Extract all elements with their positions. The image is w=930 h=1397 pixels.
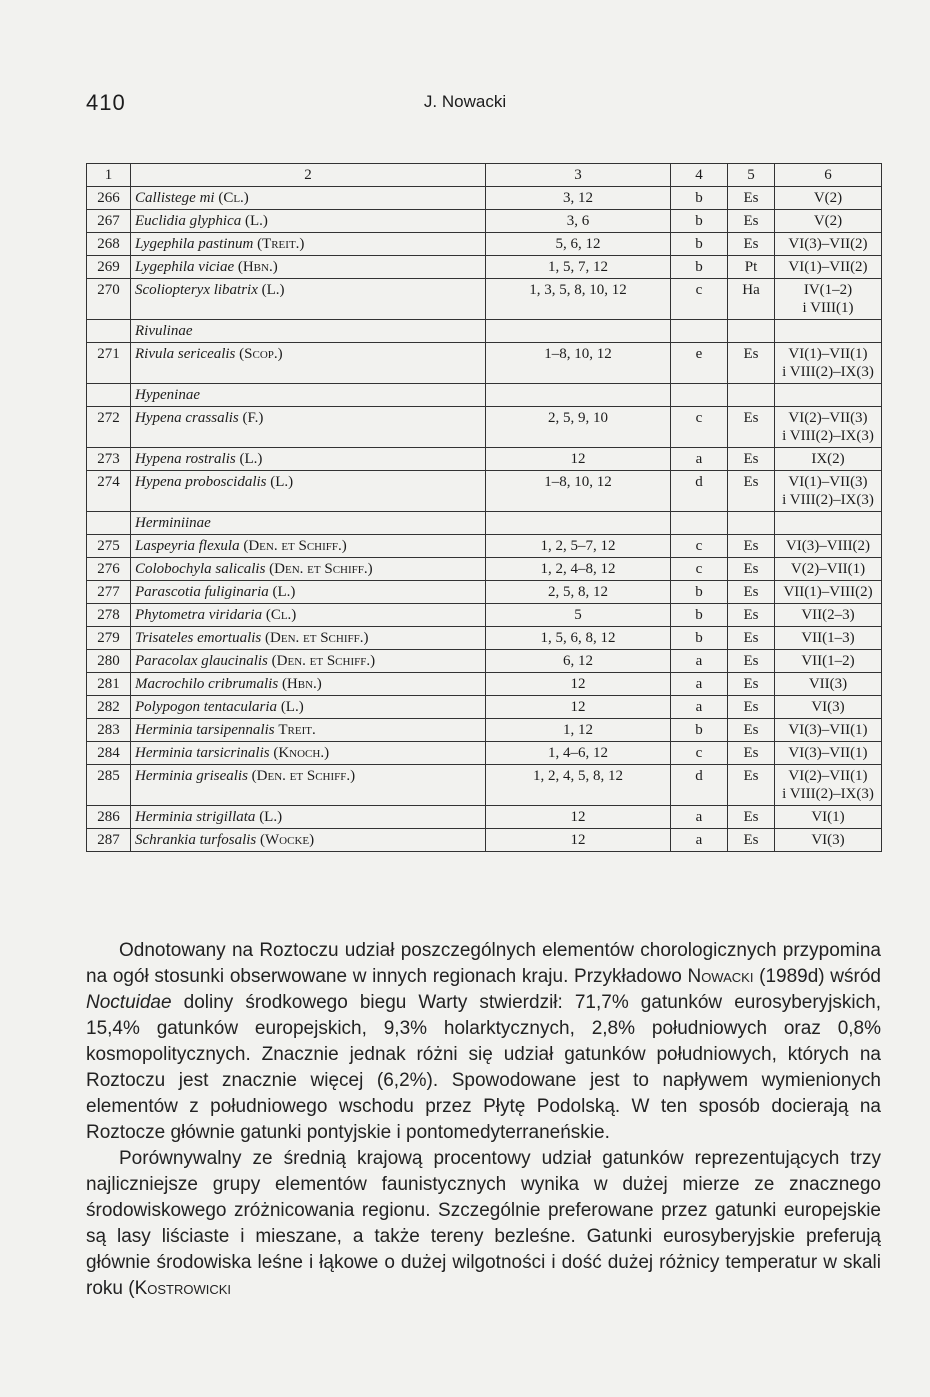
months-cell: 12	[486, 448, 671, 471]
phenology-main: VI(2)–VII(1)	[788, 768, 868, 784]
months-cell: 1, 5, 6, 8, 12	[486, 627, 671, 650]
months-cell: 5	[486, 604, 671, 627]
species-cell	[131, 471, 486, 512]
category-cell: a	[671, 673, 728, 696]
element-cell: Es	[728, 558, 775, 581]
species-cell	[131, 765, 486, 806]
phenology-main: VI(1)–VII(2)	[788, 259, 868, 275]
phenology-cell	[775, 535, 882, 558]
species-name: Euclidia glyphica	[135, 213, 242, 229]
species-author: (Den. et Schiff.)	[269, 561, 373, 577]
phenology-cell	[775, 558, 882, 581]
subfamily-row	[87, 320, 882, 343]
cell	[775, 320, 882, 343]
species-cell	[131, 256, 486, 279]
species-name: Lygephila pastinum	[135, 236, 254, 252]
months-cell: 3, 6	[486, 210, 671, 233]
table-row	[87, 581, 882, 604]
category-cell: b	[671, 187, 728, 210]
species-author: (Wocke)	[260, 832, 315, 848]
phenology-main: IV(1–2)	[803, 282, 853, 298]
species-name: Scoliopteryx libatrix	[135, 282, 258, 298]
element-cell: Es	[728, 829, 775, 852]
phenology-main: VI(3)–VIII(2)	[785, 538, 871, 554]
phenology-main: VII(3)	[808, 676, 848, 692]
paragraph	[86, 1146, 881, 1302]
category-cell: d	[671, 471, 728, 512]
phenology-main: V(2)	[813, 190, 843, 206]
species-author: (L.)	[280, 699, 304, 715]
phenology-extra: i VIII(2)–IX(3)	[782, 492, 874, 508]
category-cell: b	[671, 604, 728, 627]
column-header: 2	[131, 164, 486, 187]
cell	[671, 512, 728, 535]
table-row	[87, 765, 882, 806]
category-cell: c	[671, 742, 728, 765]
species-number: 277	[87, 581, 131, 604]
months-cell: 12	[486, 673, 671, 696]
table-row	[87, 673, 882, 696]
category-cell: a	[671, 696, 728, 719]
species-number: 282	[87, 696, 131, 719]
species-name: Herminia grisealis	[135, 768, 248, 784]
phenology-cell	[775, 673, 882, 696]
element-cell: Es	[728, 187, 775, 210]
species-cell	[131, 343, 486, 384]
cell	[486, 512, 671, 535]
months-cell: 12	[486, 829, 671, 852]
phenology-extra: i VIII(1)	[802, 300, 854, 316]
cell	[728, 512, 775, 535]
species-number: 273	[87, 448, 131, 471]
phenology-main: VI(1)–VII(3)	[788, 474, 868, 490]
species-cell	[131, 627, 486, 650]
phenology-main: VII(1–2)	[801, 653, 855, 669]
species-author: Treit.	[278, 722, 316, 738]
species-name: Herminia tarsicrinalis	[135, 745, 270, 761]
species-name: Callistege mi	[135, 190, 215, 206]
species-name: Macrochilo cribrumalis	[135, 676, 279, 692]
months-cell: 2, 5, 8, 12	[486, 581, 671, 604]
category-cell: b	[671, 581, 728, 604]
phenology-main: VI(3)	[811, 699, 845, 715]
species-author: (L.)	[270, 474, 294, 490]
cell	[728, 384, 775, 407]
phenology-cell	[775, 627, 882, 650]
table-row	[87, 210, 882, 233]
phenology-cell	[775, 806, 882, 829]
species-cell	[131, 696, 486, 719]
element-cell: Es	[728, 650, 775, 673]
phenology-cell	[775, 448, 882, 471]
phenology-cell	[775, 829, 882, 852]
phenology-cell	[775, 696, 882, 719]
table-row	[87, 558, 882, 581]
species-cell	[131, 581, 486, 604]
phenology-cell	[775, 650, 882, 673]
table-row	[87, 448, 882, 471]
table-row	[87, 696, 882, 719]
species-cell	[131, 210, 486, 233]
element-cell: Es	[728, 471, 775, 512]
months-cell: 1, 12	[486, 719, 671, 742]
element-cell: Es	[728, 343, 775, 384]
cell	[87, 512, 131, 535]
column-header: 5	[728, 164, 775, 187]
phenology-main: VI(3)	[811, 832, 845, 848]
species-name: Herminia strigillata	[135, 809, 256, 825]
column-header: 6	[775, 164, 882, 187]
species-cell	[131, 407, 486, 448]
phenology-cell	[775, 471, 882, 512]
element-cell: Es	[728, 765, 775, 806]
species-name: Rivula sericealis	[135, 346, 236, 362]
element-cell: Ha	[728, 279, 775, 320]
species-name: Paracolax glaucinalis	[135, 653, 268, 669]
category-cell: c	[671, 279, 728, 320]
months-cell: 1, 2, 4, 5, 8, 12	[486, 765, 671, 806]
species-author: (L.)	[272, 584, 296, 600]
phenology-cell	[775, 742, 882, 765]
species-cell	[131, 604, 486, 627]
months-cell: 1, 2, 5–7, 12	[486, 535, 671, 558]
cell	[87, 384, 131, 407]
phenology-main: VI(3)–VII(1)	[788, 722, 868, 738]
phenology-cell	[775, 343, 882, 384]
months-cell: 3, 12	[486, 187, 671, 210]
text-run: Porównywalny ze średnią krajową procentowy udział gatunków reprezentujących trzy najliczniejsze grupy elementów faunistycznych wynika w dużej mierze ze znacznego środowiskowego zróżnicowania regionu. Szczególnie preferowane przez gatunki europejskie są lasy liściaste i mieszane, a także tereny bezleśne. Gatunki eurosyberyjskie preferują głównie środowiska leśne i łąkowe o dużej wilgotności i dość dużej różnicy temperatur w skali roku (	[86, 1148, 881, 1299]
species-number: 274	[87, 471, 131, 512]
species-cell	[131, 806, 486, 829]
text-run: doliny środkowego biegu Warty stwierdził: 71,7% gatunków eurosyberyjskich, 15,4% gatunków europejskich, 9,3% holarktycznych, 2,8% południowych oraz 0,8% kosmopolitycznych. Znacznie jednak różni się udział gatunków południowych, których na Roztoczu jest znacznie więcej (6,2%). Spowodowane jest to napływem wymienionych elementów z południowego wschodu przez Płytę Podolską. W ten sposób docierają na Roztocze głównie gatunki pontyjskie i pontomedyterraneńskie.	[86, 992, 881, 1143]
species-number: 283	[87, 719, 131, 742]
author-name: Nowacki	[687, 966, 754, 987]
months-cell: 2, 5, 9, 10	[486, 407, 671, 448]
phenology-main: VII(1–3)	[801, 630, 855, 646]
table-row	[87, 233, 882, 256]
months-cell: 12	[486, 806, 671, 829]
species-number: 270	[87, 279, 131, 320]
element-cell: Es	[728, 604, 775, 627]
phenology-cell	[775, 604, 882, 627]
phenology-main: V(2)	[813, 213, 843, 229]
species-cell	[131, 233, 486, 256]
species-number: 281	[87, 673, 131, 696]
species-name: Lygephila viciae	[135, 259, 235, 275]
species-cell	[131, 673, 486, 696]
months-cell: 1–8, 10, 12	[486, 343, 671, 384]
text-run: (1989d) wśród	[753, 966, 881, 987]
category-cell: c	[671, 535, 728, 558]
phenology-cell	[775, 719, 882, 742]
paragraph	[86, 938, 881, 1146]
element-cell: Pt	[728, 256, 775, 279]
phenology-main: VI(1)–VII(1)	[788, 346, 868, 362]
species-name: Laspeyria flexula	[135, 538, 240, 554]
phenology-cell	[775, 581, 882, 604]
table-row	[87, 471, 882, 512]
phenology-cell	[775, 279, 882, 320]
months-cell: 1–8, 10, 12	[486, 471, 671, 512]
species-name: Hypena rostralis	[135, 451, 236, 467]
table-row	[87, 256, 882, 279]
phenology-cell	[775, 765, 882, 806]
category-cell: a	[671, 806, 728, 829]
category-cell: b	[671, 256, 728, 279]
cell	[87, 320, 131, 343]
phenology-cell	[775, 233, 882, 256]
element-cell: Es	[728, 407, 775, 448]
element-cell: Es	[728, 233, 775, 256]
months-cell: 6, 12	[486, 650, 671, 673]
species-number: 279	[87, 627, 131, 650]
text-run: Odnotowany na Roztoczu udział poszczególnych elementów chorologicznych przypomina na ogół stosunki obserwowane w innych regionach kraju. Przykładowo	[86, 940, 881, 987]
phenology-cell	[775, 210, 882, 233]
species-number: 271	[87, 343, 131, 384]
species-name: Polypogon tentacularia	[135, 699, 278, 715]
species-author: (Cl.)	[265, 607, 297, 623]
phenology-main: VI(3)–VII(1)	[788, 745, 868, 761]
column-header: 1	[87, 164, 131, 187]
phenology-extra: i VIII(2)–IX(3)	[782, 364, 874, 380]
category-cell: b	[671, 627, 728, 650]
element-cell: Es	[728, 719, 775, 742]
species-author: (Hbn.)	[281, 676, 322, 692]
species-name: Colobochyla salicalis	[135, 561, 266, 577]
table-row	[87, 535, 882, 558]
author-name: Kostrowicki	[134, 1278, 232, 1299]
species-author: (Cl.)	[218, 190, 249, 206]
species-author: (Treit.)	[257, 236, 305, 252]
element-cell: Es	[728, 210, 775, 233]
category-cell: b	[671, 233, 728, 256]
species-cell	[131, 187, 486, 210]
phenology-extra: i VIII(2)–IX(3)	[782, 786, 874, 802]
category-cell: b	[671, 719, 728, 742]
months-cell: 1, 4–6, 12	[486, 742, 671, 765]
species-author: (L.)	[261, 282, 285, 298]
subfamily-row	[87, 384, 882, 407]
phenology-cell	[775, 407, 882, 448]
table-row	[87, 742, 882, 765]
table-row	[87, 279, 882, 320]
phenology-main: VI(2)–VII(3)	[788, 410, 868, 426]
species-name: Hypena crassalis	[135, 410, 239, 426]
species-number: 268	[87, 233, 131, 256]
category-cell: c	[671, 407, 728, 448]
category-cell: b	[671, 210, 728, 233]
table-row	[87, 343, 882, 384]
species-cell	[131, 829, 486, 852]
phenology-main: IX(2)	[811, 451, 845, 467]
species-number: 266	[87, 187, 131, 210]
species-author: (L.)	[259, 809, 283, 825]
species-cell	[131, 650, 486, 673]
table-header-row	[87, 164, 882, 187]
species-cell	[131, 535, 486, 558]
table-row	[87, 627, 882, 650]
species-cell	[131, 279, 486, 320]
species-number: 267	[87, 210, 131, 233]
species-cell	[131, 558, 486, 581]
element-cell: Es	[728, 581, 775, 604]
phenology-main: VI(3)–VII(2)	[788, 236, 868, 252]
months-cell: 1, 3, 5, 8, 10, 12	[486, 279, 671, 320]
category-cell: c	[671, 558, 728, 581]
table-row	[87, 407, 882, 448]
species-author: (Hbn.)	[237, 259, 278, 275]
species-cell	[131, 742, 486, 765]
species-name: Trisateles emortualis	[135, 630, 262, 646]
months-cell: 1, 2, 4–8, 12	[486, 558, 671, 581]
table-row	[87, 806, 882, 829]
phenology-cell	[775, 187, 882, 210]
species-author: (L.)	[244, 213, 268, 229]
species-cell	[131, 448, 486, 471]
phenology-extra: i VIII(2)–IX(3)	[782, 428, 874, 444]
cell	[775, 512, 882, 535]
column-header: 3	[486, 164, 671, 187]
element-cell: Es	[728, 627, 775, 650]
subfamily-label: Rivulinae	[131, 320, 486, 343]
subfamily-label: Hypeninae	[131, 384, 486, 407]
running-head: J. Nowacki	[423, 92, 507, 111]
phenology-cell	[775, 256, 882, 279]
cell	[775, 384, 882, 407]
category-cell: a	[671, 829, 728, 852]
species-name: Schrankia turfosalis	[135, 832, 257, 848]
species-name: Hypena proboscidalis	[135, 474, 267, 490]
category-cell: a	[671, 448, 728, 471]
months-cell: 12	[486, 696, 671, 719]
element-cell: Es	[728, 448, 775, 471]
table-row	[87, 829, 882, 852]
page-number: 410	[86, 90, 126, 115]
species-number: 287	[87, 829, 131, 852]
species-author: (Knoch.)	[273, 745, 330, 761]
phenology-main: VII(2–3)	[801, 607, 855, 623]
species-cell	[131, 719, 486, 742]
species-number: 280	[87, 650, 131, 673]
body-text	[86, 938, 881, 1302]
subfamily-row	[87, 512, 882, 535]
subfamily-label: Herminiinae	[131, 512, 486, 535]
species-number: 285	[87, 765, 131, 806]
taxon-name: Noctuidae	[86, 992, 172, 1013]
species-author: (L.)	[239, 451, 263, 467]
species-table	[86, 163, 882, 852]
phenology-main: VI(1)	[811, 809, 845, 825]
cell	[486, 384, 671, 407]
cell	[671, 320, 728, 343]
table-row	[87, 604, 882, 627]
species-author: (Den. et Schiff.)	[271, 653, 376, 669]
element-cell: Es	[728, 535, 775, 558]
column-header: 4	[671, 164, 728, 187]
element-cell: Es	[728, 696, 775, 719]
table-row	[87, 187, 882, 210]
species-author: (F.)	[242, 410, 264, 426]
element-cell: Es	[728, 806, 775, 829]
table-row	[87, 650, 882, 673]
species-author: (Den. et Schiff.)	[251, 768, 356, 784]
species-number: 278	[87, 604, 131, 627]
cell	[671, 384, 728, 407]
months-cell: 5, 6, 12	[486, 233, 671, 256]
element-cell: Es	[728, 673, 775, 696]
element-cell: Es	[728, 742, 775, 765]
months-cell: 1, 5, 7, 12	[486, 256, 671, 279]
table-row	[87, 719, 882, 742]
species-name: Phytometra viridaria	[135, 607, 263, 623]
category-cell: a	[671, 650, 728, 673]
species-number: 286	[87, 806, 131, 829]
category-cell: e	[671, 343, 728, 384]
species-author: (Den. et Schiff.)	[265, 630, 369, 646]
species-number: 269	[87, 256, 131, 279]
species-number: 275	[87, 535, 131, 558]
phenology-main: V(2)–VII(1)	[790, 561, 866, 577]
species-name: Herminia tarsipennalis	[135, 722, 275, 738]
species-number: 272	[87, 407, 131, 448]
species-name: Parascotia fuliginaria	[135, 584, 269, 600]
cell	[486, 320, 671, 343]
species-author: (Den. et Schiff.)	[243, 538, 347, 554]
phenology-main: VII(1)–VIII(2)	[783, 584, 873, 600]
species-number: 284	[87, 742, 131, 765]
category-cell: d	[671, 765, 728, 806]
species-number: 276	[87, 558, 131, 581]
cell	[728, 320, 775, 343]
species-author: (Scop.)	[239, 346, 283, 362]
